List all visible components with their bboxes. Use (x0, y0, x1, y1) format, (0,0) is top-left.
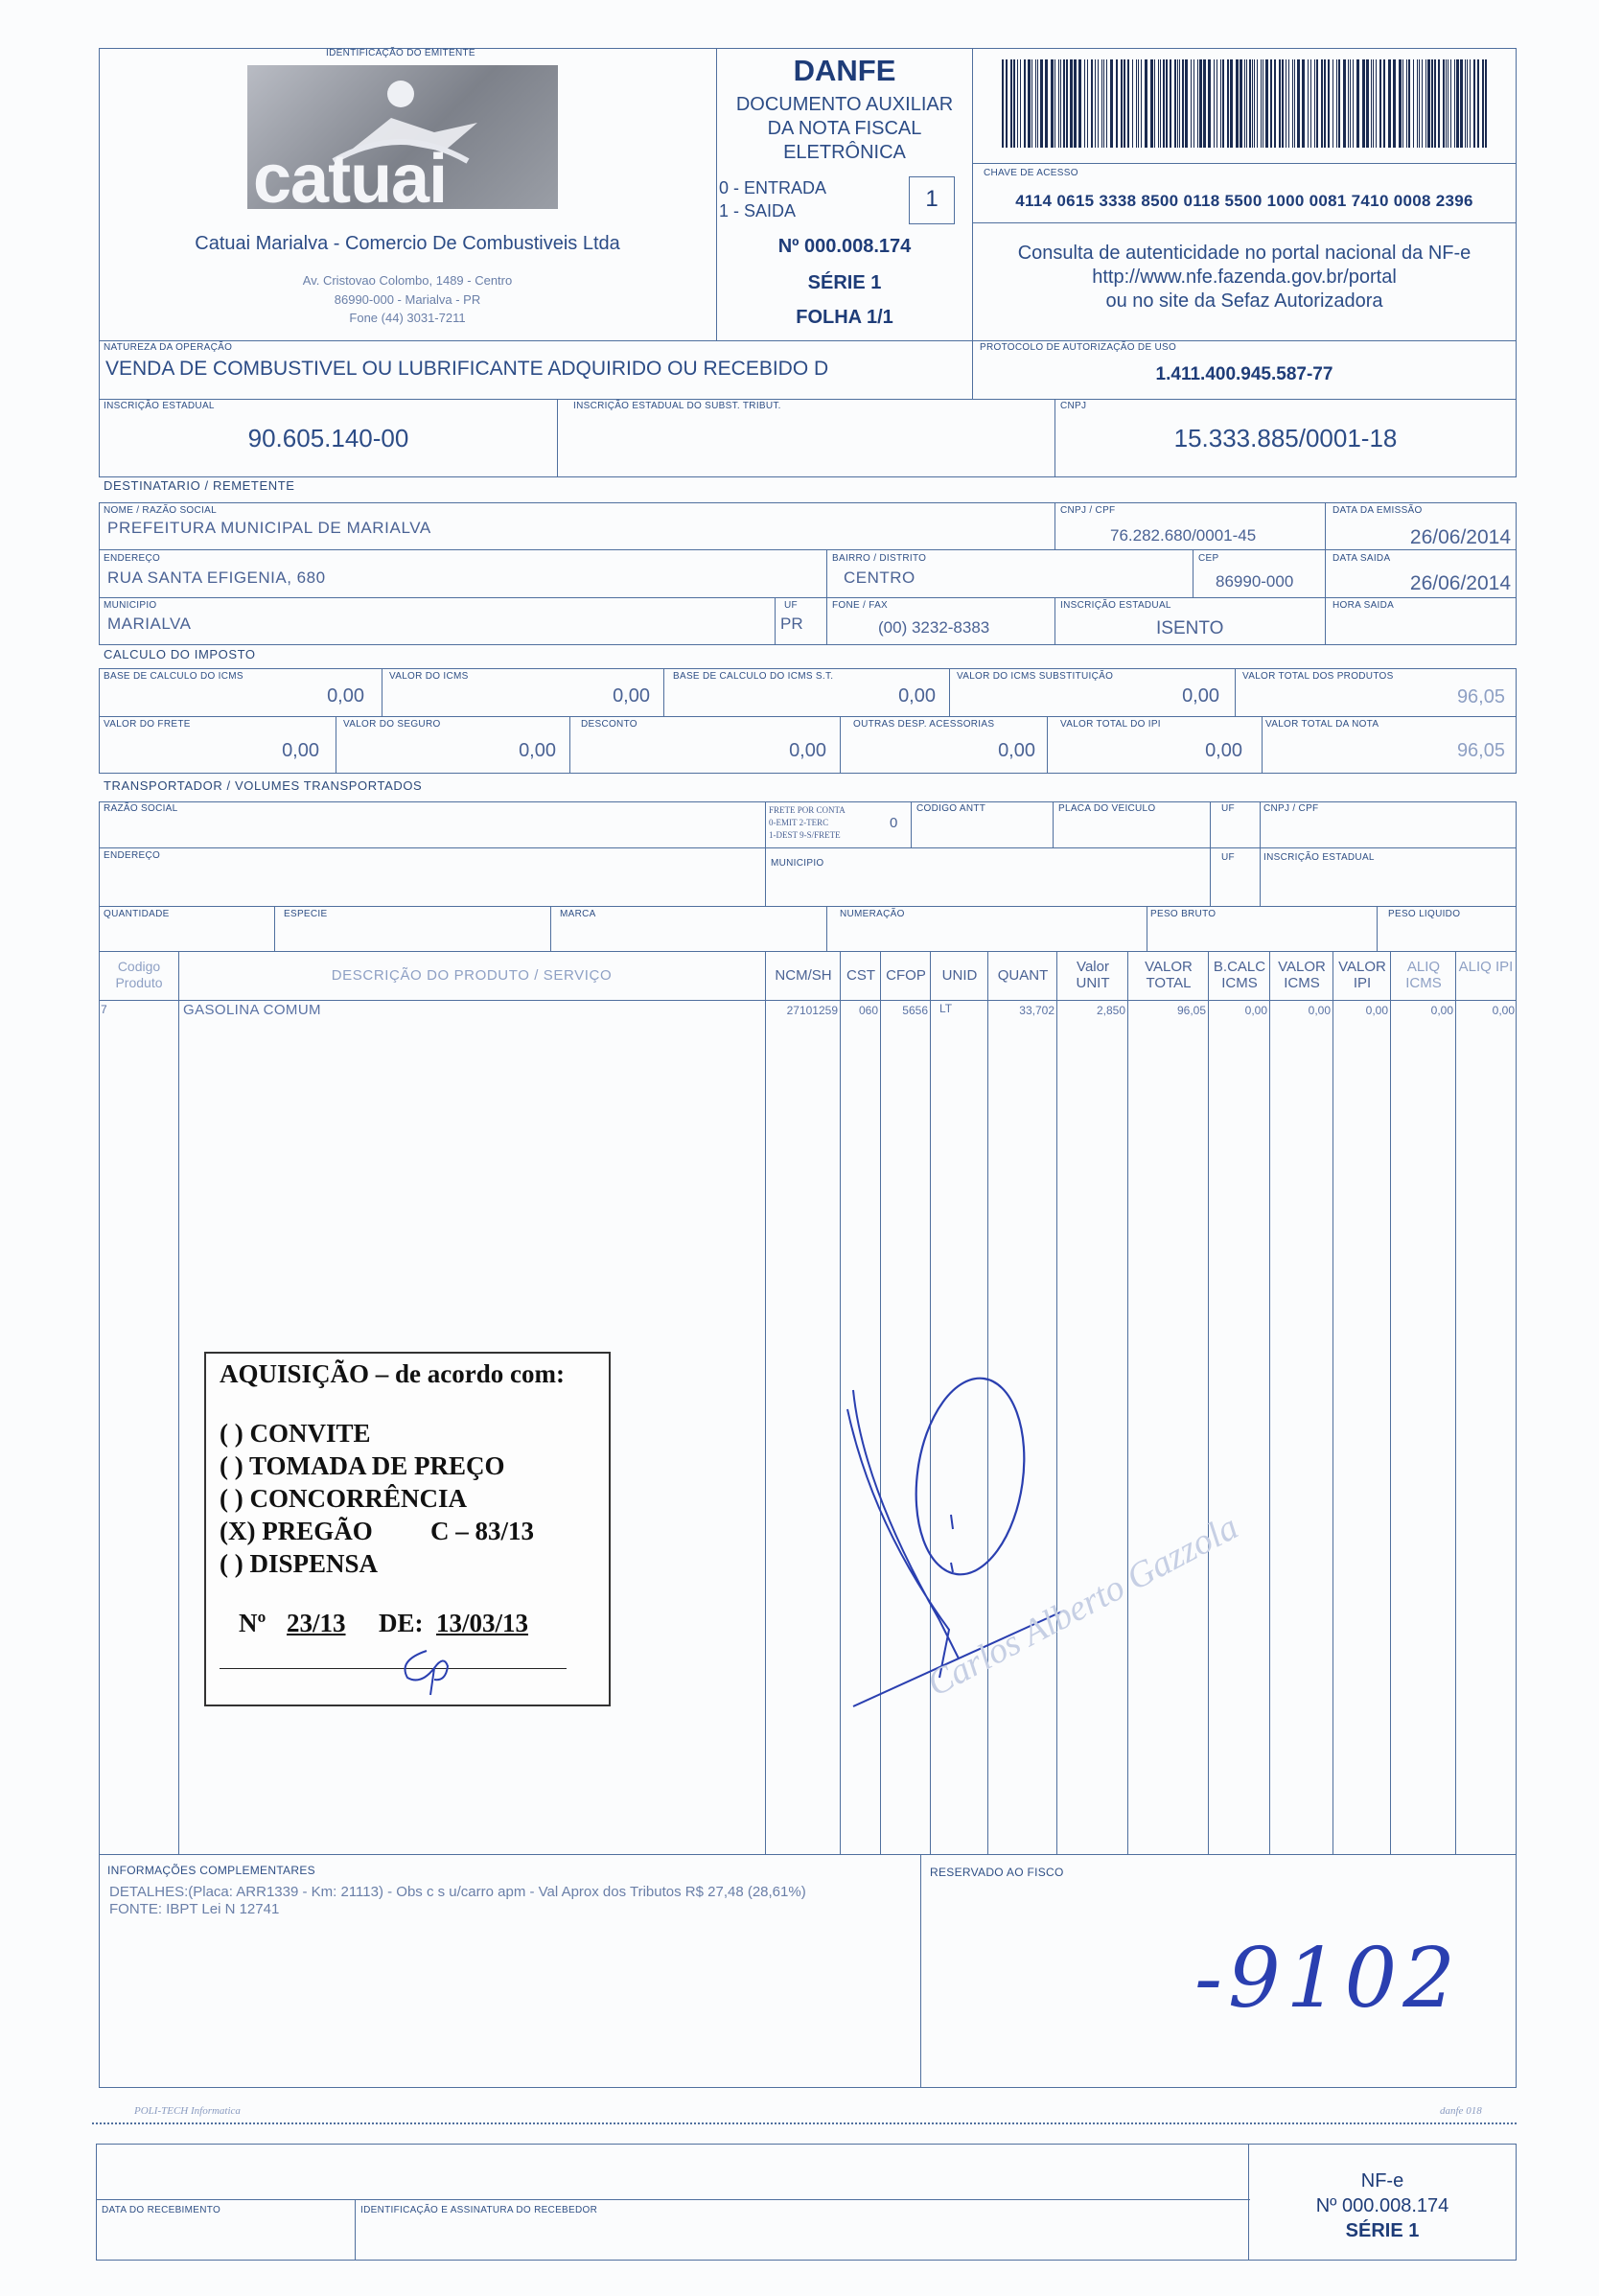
dest-bairro-label: BAIRRO / DISTRITO (832, 553, 927, 564)
col-bcalc: B.CALC ICMS (1213, 959, 1266, 991)
barcode-bar (1294, 59, 1295, 148)
frete-line2: 0-EMIT 2-TERC (769, 818, 829, 827)
imposto-r2-5-label: VALOR TOTAL DA NOTA (1265, 719, 1379, 730)
barcode-bar (1257, 59, 1258, 148)
imposto-r2-2-label: DESCONTO (581, 719, 637, 730)
col-vunit: Valor UNIT (1076, 959, 1110, 991)
barcode-bar (1470, 59, 1471, 148)
barcode-bar (1121, 59, 1123, 148)
barcode-bar (1163, 59, 1165, 148)
col-cfop: CFOP (886, 967, 926, 984)
stamp-date: 13/03/13 (436, 1609, 529, 1637)
barcode-bar (1045, 59, 1048, 148)
transp-cnpj-label: CNPJ / CPF (1263, 803, 1319, 814)
barcode-bar (1332, 59, 1333, 148)
barcode-bar (1465, 59, 1466, 148)
stamp-option-tomada: ( ) TOMADA DE PREÇO (220, 1451, 505, 1480)
transp-section-title: TRANSPORTADOR / VOLUMES TRANSPORTADOS (104, 778, 423, 793)
footer-code: danfe 018 (1440, 2105, 1482, 2117)
chave-label: CHAVE DE ACESSO (984, 168, 1078, 178)
barcode-bar (1154, 59, 1155, 148)
imposto-r1-3-label: VALOR DO ICMS SUBSTITUIÇÃO (957, 671, 1114, 682)
col-quant: QUANT (997, 967, 1049, 984)
imposto-r2-2-value: 0,00 (789, 740, 826, 761)
barcode-bar (1166, 59, 1168, 148)
danfe-folha: FOLHA 1/1 (796, 307, 893, 328)
barcode-bar (1450, 59, 1451, 148)
col-aicms: ALIQ ICMS (1405, 959, 1442, 991)
danfe-sub1: DOCUMENTO AUXILIAR (735, 94, 954, 115)
imposto-r2-0-value: 0,00 (282, 740, 319, 761)
cnpj-label: CNPJ (1060, 401, 1087, 411)
transp-placa-label: PLACA DO VEICULO (1058, 803, 1156, 814)
barcode-bar (1324, 59, 1326, 148)
barcode-bar (1193, 59, 1194, 148)
barcode-bar (1373, 59, 1374, 148)
barcode-bar (1141, 59, 1142, 148)
row-bcalc: 0,00 (1244, 1004, 1267, 1017)
barcode-bar (1078, 59, 1081, 148)
canhoto-nfe: NF-e (1360, 2170, 1404, 2192)
barcode-bar (1362, 59, 1365, 148)
dest-fone: (00) 3232-8383 (878, 618, 990, 637)
barcode-bar (1427, 59, 1430, 148)
barcode-bar (1203, 59, 1206, 148)
barcode-bar (1310, 59, 1311, 148)
ie-value: 90.605.140-00 (247, 424, 409, 452)
tipo-value: 1 (925, 186, 939, 212)
frete-line3: 1-DEST 9-S/FRETE (769, 830, 841, 840)
barcode-bar (1246, 59, 1247, 148)
dest-nome-label: NOME / RAZÃO SOCIAL (104, 505, 217, 516)
emitente-id-label: IDENTIFICAÇÃO DO EMITENTE (326, 48, 475, 58)
barcode-bar (1028, 59, 1031, 148)
transp-end-label: ENDEREÇO (104, 850, 161, 861)
barcode-bar (1314, 59, 1315, 148)
danfe-sub2: DA NOTA FISCAL (767, 118, 922, 139)
dest-uf: PR (780, 615, 803, 633)
barcode-bar (1127, 59, 1129, 148)
col-aipi: ALIQ IPI (1458, 959, 1514, 975)
barcode-bar (1136, 59, 1137, 148)
barcode-bar (1408, 59, 1410, 148)
barcode-bar (1261, 59, 1262, 148)
barcode-bar (1236, 59, 1239, 148)
barcode-bar (1406, 59, 1407, 148)
barcode-bar (1292, 59, 1293, 148)
barcode-bar (1160, 59, 1161, 148)
barcode-bar (1417, 59, 1418, 148)
imposto-r1-1-label: VALOR DO ICMS (389, 671, 469, 682)
barcode-bar (1058, 59, 1059, 148)
barcode-bar (1438, 59, 1440, 148)
imposto-r1-3-value: 0,00 (1182, 685, 1219, 707)
barcode-bar (1222, 59, 1224, 148)
barcode-bar (1010, 59, 1012, 148)
barcode-bar (1002, 59, 1004, 148)
vol-numeracao-label: NUMERAÇÃO (840, 909, 905, 919)
dest-bairro: CENTRO (844, 568, 915, 587)
barcode-bar (1402, 59, 1403, 148)
tear-line (92, 2122, 1517, 2124)
barcode-bar (1485, 59, 1487, 148)
dest-end-label: ENDEREÇO (104, 553, 161, 564)
barcode-bar (1328, 59, 1330, 148)
barcode-bar (1024, 59, 1026, 148)
barcode-bar (1074, 59, 1077, 148)
barcode-bar (1274, 59, 1276, 148)
consulta-line2: http://www.nfe.fazenda.gov.br/portal (1092, 267, 1397, 288)
barcode-bar (1419, 59, 1420, 148)
emitente-city: 86990-000 - Marialva - PR (334, 292, 481, 307)
dest-emissao: 26/06/2014 (1409, 526, 1511, 548)
transp-uf2-label: UF (1221, 852, 1235, 863)
barcode-bar (1308, 59, 1309, 148)
barcode-bar (1220, 59, 1221, 148)
barcode-bar (1477, 59, 1479, 148)
barcode-bar (1383, 59, 1385, 148)
barcode-bar (1316, 59, 1318, 148)
barcode-bar (1208, 59, 1211, 148)
handwritten-number: -9102 (1194, 1931, 1461, 2027)
barcode-bar (1035, 59, 1036, 148)
barcode-bar (1467, 59, 1468, 148)
barcode-bar (1265, 59, 1268, 148)
barcode-bar (1434, 59, 1436, 148)
barcode-bar (1066, 59, 1068, 148)
info-line1: DETALHES:(Placa: ARR1339 - Km: 21113) - Obs c s u/carro apm - Val Aprox dos Tributos R$ 27,48 (28,61%) (109, 1884, 806, 1900)
row-aicms: 0,00 (1430, 1004, 1453, 1017)
row-vipi: 0,00 (1365, 1004, 1388, 1017)
barcode-bar (1282, 59, 1284, 148)
barcode-bar (1054, 59, 1055, 148)
barcode-bar (1063, 59, 1065, 148)
consulta-line1: Consulta de autenticidade no portal nacional da NF-e (1017, 243, 1472, 264)
row-unid: LT (939, 1002, 953, 1015)
frete-line1: FRETE POR CONTA (769, 805, 846, 815)
emitente-name: Catuai Marialva - Comercio De Combustiveis Ltda (195, 233, 620, 254)
table-row (99, 1001, 1517, 1020)
barcode-bar (1091, 59, 1093, 148)
barcode-bar (1017, 59, 1018, 148)
dest-ie: ISENTO (1156, 618, 1224, 638)
barcode-bar (1185, 59, 1188, 148)
stamp-option-concorrencia: ( ) CONCORRÊNCIA (220, 1484, 467, 1513)
barcode-bar (1279, 59, 1281, 148)
stamp-option-dispensa: ( ) DISPENSA (220, 1549, 379, 1578)
imposto-r2-4-value: 0,00 (1205, 740, 1242, 761)
imposto-r2-1-value: 0,00 (519, 740, 556, 761)
dest-nome: PREFEITURA MUNICIPAL DE MARIALVA (107, 519, 431, 537)
vol-marca-label: MARCA (560, 909, 596, 919)
barcode-bar (1240, 59, 1242, 148)
barcode-bar (1138, 59, 1139, 148)
barcode-bar (1051, 59, 1054, 148)
barcode-bar (1177, 59, 1178, 148)
barcode-bar (1070, 59, 1073, 148)
col-vicms: VALOR ICMS (1278, 959, 1326, 991)
fisco-label: RESERVADO AO FISCO (930, 1866, 1064, 1879)
dest-saida-label: DATA SAIDA (1332, 553, 1391, 564)
col-codigo: Codigo Produto (115, 959, 163, 990)
barcode-bar (1103, 59, 1104, 148)
imposto-r2-0-label: VALOR DO FRETE (104, 719, 191, 730)
canhoto-numero: Nº 000.008.174 (1315, 2195, 1449, 2216)
ie-st-label: INSCRIÇÃO ESTADUAL DO SUBST. TRIBUT. (573, 401, 781, 411)
vol-pesoliq-label: PESO LIQUIDO (1388, 909, 1461, 919)
barcode-bar (1297, 59, 1300, 148)
imposto-r2-4-label: VALOR TOTAL DO IPI (1060, 719, 1161, 730)
barcode-bar (1302, 59, 1305, 148)
barcode (1002, 59, 1491, 148)
stamp-option-convite: ( ) CONVITE (220, 1419, 371, 1448)
imposto-r2-3-label: OUTRAS DESP. ACESSORIAS (853, 719, 995, 730)
barcode-bar (1446, 59, 1447, 148)
info-line2: FONTE: IBPT Lei N 12741 (109, 1901, 280, 1917)
row-vtotal: 96,05 (1176, 1004, 1206, 1017)
dest-hora-label: HORA SAIDA (1332, 600, 1395, 611)
vol-especie-label: ESPECIE (284, 909, 328, 919)
imposto-r1-4-label: VALOR TOTAL DOS PRODUTOS (1242, 671, 1394, 682)
cnpj-value: 15.333.885/0001-18 (1173, 424, 1398, 452)
barcode-bar (1087, 59, 1088, 148)
dest-cnpj-label: CNPJ / CPF (1060, 505, 1116, 516)
row-codigo: 7 (101, 1003, 107, 1016)
barcode-bar (1110, 59, 1113, 148)
danfe-sub3: ELETRÔNICA (783, 142, 906, 163)
barcode-bar (1084, 59, 1085, 148)
natureza-label: NATUREZA DA OPERAÇÃO (104, 342, 233, 353)
barcode-bar (1116, 59, 1118, 148)
barcode-bar (1124, 59, 1125, 148)
barcode-bar (1101, 59, 1102, 148)
barcode-bar (1095, 59, 1096, 148)
barcode-bar (1249, 59, 1251, 148)
col-cst: CST (846, 967, 875, 984)
barcode-bar (1031, 59, 1032, 148)
row-ncm: 27101259 (786, 1004, 838, 1017)
stamp-initials (388, 1632, 475, 1699)
ie-label: INSCRIÇÃO ESTADUAL (104, 401, 215, 411)
barcode-bar (1006, 59, 1008, 148)
barcode-bar (1227, 59, 1229, 148)
barcode-bar (1170, 59, 1171, 148)
dest-cnpj: 76.282.680/0001-45 (1110, 526, 1257, 545)
consulta-line3: ou no site da Sefaz Autorizadora (1105, 290, 1383, 312)
imposto-r1-1-value: 0,00 (613, 685, 650, 707)
col-ncm: NCM/SH (775, 967, 832, 984)
barcode-bar (1422, 59, 1423, 148)
barcode-bar (1388, 59, 1391, 148)
barcode-bar (1343, 59, 1346, 148)
transp-uf-label: UF (1221, 803, 1235, 814)
transp-mun-label: MUNICIPIO (771, 858, 824, 869)
row-quant: 33,702 (1019, 1004, 1054, 1017)
id-recebedor-label: IDENTIFICAÇÃO E ASSINATURA DO RECEBEDOR (360, 2205, 598, 2215)
barcode-bar (1197, 59, 1198, 148)
barcode-bar (1431, 59, 1433, 148)
dest-emissao-label: DATA DA EMISSÃO (1332, 505, 1423, 516)
saida-label: 1 - SAIDA (719, 201, 797, 220)
barcode-bar (1371, 59, 1372, 148)
barcode-bar (1399, 59, 1402, 148)
stamp-num-label: Nº (239, 1609, 266, 1637)
imposto-r2-1-label: VALOR DO SEGURO (343, 719, 441, 730)
row-descricao: GASOLINA COMUM (183, 1002, 321, 1018)
dest-cep-label: CEP (1198, 553, 1219, 564)
barcode-bar (1191, 59, 1192, 148)
dest-saida: 26/06/2014 (1409, 572, 1511, 594)
dest-uf-label: UF (784, 600, 798, 611)
stamp-num: 23/13 (287, 1609, 346, 1637)
barcode-bar (1145, 59, 1147, 148)
footer-software: POLI-TECH Informatica (134, 2105, 241, 2117)
barcode-bar (1132, 59, 1133, 148)
vol-pesobruto-label: PESO BRUTO (1150, 909, 1217, 919)
barcode-bar (1454, 59, 1455, 148)
col-descricao: DESCRIÇÃO DO PRODUTO / SERVIÇO (331, 967, 613, 984)
entrada-label: 0 - ENTRADA (719, 178, 827, 197)
barcode-bar (1254, 59, 1255, 148)
barcode-bar (1356, 59, 1359, 148)
barcode-bar (1150, 59, 1153, 148)
barcode-bar (1350, 59, 1351, 148)
chave-value: 4114 0615 3338 8500 0118 5500 1000 0081 7410 0008 2396 (1015, 192, 1473, 210)
col-vipi: VALOR IPI (1338, 959, 1386, 991)
dest-municipio: MARIALVA (107, 615, 192, 633)
barcode-bar (1482, 59, 1484, 148)
col-vtotal: VALOR TOTAL (1145, 959, 1193, 991)
barcode-bar (1353, 59, 1354, 148)
dest-ie-label: INSCRIÇÃO ESTADUAL (1060, 600, 1171, 611)
barcode-bar (1252, 59, 1253, 148)
stamp-title: AQUISIÇÃO – de acordo com: (220, 1359, 565, 1388)
company-logo (247, 65, 558, 209)
barcode-bar (1244, 59, 1245, 148)
dest-mun-label: MUNICIPIO (104, 600, 157, 611)
info-label: INFORMAÇÕES COMPLEMENTARES (107, 1864, 315, 1877)
imposto-section-title: CALCULO DO IMPOSTO (104, 647, 256, 661)
barcode-bar (1376, 59, 1377, 148)
natureza-value: VENDA DE COMBUSTIVEL OU LUBRIFICANTE ADQUIRIDO OU RECEBIDO D (105, 358, 829, 380)
imposto-r2-3-value: 0,00 (998, 740, 1035, 761)
dest-section-title: DESTINATARIO / REMETENTE (104, 478, 295, 493)
row-cfop: 5656 (902, 1004, 928, 1017)
imposto-r1-4-value: 96,05 (1456, 686, 1505, 707)
barcode-bar (1288, 59, 1289, 148)
barcode-bar (1182, 59, 1184, 148)
dest-fone-label: FONE / FAX (832, 600, 889, 611)
barcode-bar (1456, 59, 1459, 148)
emitente-address: Av. Cristovao Colombo, 1489 - Centro (302, 273, 513, 288)
barcode-bar (1336, 59, 1337, 148)
stamp-pregao-code: C – 83/13 (430, 1517, 534, 1545)
protocolo-label: PROTOCOLO DE AUTORIZAÇÃO DE USO (980, 342, 1177, 353)
row-aipi: 0,00 (1492, 1004, 1515, 1017)
barcode-bar (1174, 59, 1176, 148)
row-vicms: 0,00 (1308, 1004, 1331, 1017)
barcode-bar (1270, 59, 1272, 148)
transp-antt-label: CODIGO ANTT (916, 803, 986, 814)
barcode-bar (1037, 59, 1038, 148)
barcode-bar (1060, 59, 1061, 148)
barcode-bar (1098, 59, 1099, 148)
stamp-date-label: DE: (379, 1609, 424, 1637)
vol-quant-label: QUANTIDADE (104, 909, 170, 919)
imposto-r1-2-label: BASE DE CALCULO DO ICMS S.T. (673, 671, 834, 682)
emitente-phone: Fone (44) 3031-7211 (349, 311, 466, 325)
barcode-bar (1158, 59, 1159, 148)
barcode-bar (1013, 59, 1015, 148)
transp-razao-label: RAZÃO SOCIAL (104, 803, 178, 814)
barcode-bar (1230, 59, 1233, 148)
aquisicao-stamp (204, 1352, 611, 1706)
imposto-r2-5-value: 96,05 (1456, 740, 1505, 761)
danfe-serie: SÉRIE 1 (807, 272, 882, 293)
barcode-bar (1199, 59, 1202, 148)
barcode-bar (1413, 59, 1414, 148)
barcode-bar (1443, 59, 1445, 148)
barcode-bar (1040, 59, 1043, 148)
danfe-numero: Nº 000.008.174 (777, 236, 912, 257)
barcode-bar (1106, 59, 1107, 148)
barcode-bar (1460, 59, 1463, 148)
protocolo-value: 1.411.400.945.587-77 (1155, 364, 1333, 384)
dest-cep: 86990-000 (1216, 572, 1294, 591)
barcode-bar (1379, 59, 1381, 148)
imposto-r1-2-value: 0,00 (898, 685, 936, 707)
canhoto-serie: SÉRIE 1 (1345, 2220, 1420, 2241)
stamp-option-pregao: (X) PREGÃO (220, 1517, 373, 1545)
transp-ie-label: INSCRIÇÃO ESTADUAL (1263, 852, 1375, 863)
imposto-r1-0-label: BASE DE CALCULO DO ICMS (104, 671, 243, 682)
barcode-bar (1020, 59, 1021, 148)
row-cst: 060 (858, 1004, 878, 1017)
data-recebimento-label: DATA DO RECEBIMENTO (102, 2205, 221, 2215)
barcode-bar (1338, 59, 1340, 148)
barcode-bar (1366, 59, 1369, 148)
logo-text: catuai (253, 141, 448, 209)
frete-value: 0 (890, 815, 898, 831)
row-vunit: 2,850 (1096, 1004, 1125, 1017)
signature-stamp-text: Carlos Alberto Gazzola (920, 1506, 1245, 1705)
barcode-bar (1473, 59, 1475, 148)
barcode-bar (1214, 59, 1215, 148)
barcode-bar (1179, 59, 1180, 148)
barcode-bar (1425, 59, 1426, 148)
barcode-bar (1321, 59, 1323, 148)
danfe-title: DANFE (793, 54, 896, 87)
imposto-r1-0-value: 0,00 (327, 685, 364, 707)
col-unid: UNID (941, 967, 978, 984)
dest-endereco: RUA SANTA EFIGENIA, 680 (107, 568, 326, 587)
barcode-bar (1393, 59, 1396, 148)
barcode-bar (1348, 59, 1349, 148)
